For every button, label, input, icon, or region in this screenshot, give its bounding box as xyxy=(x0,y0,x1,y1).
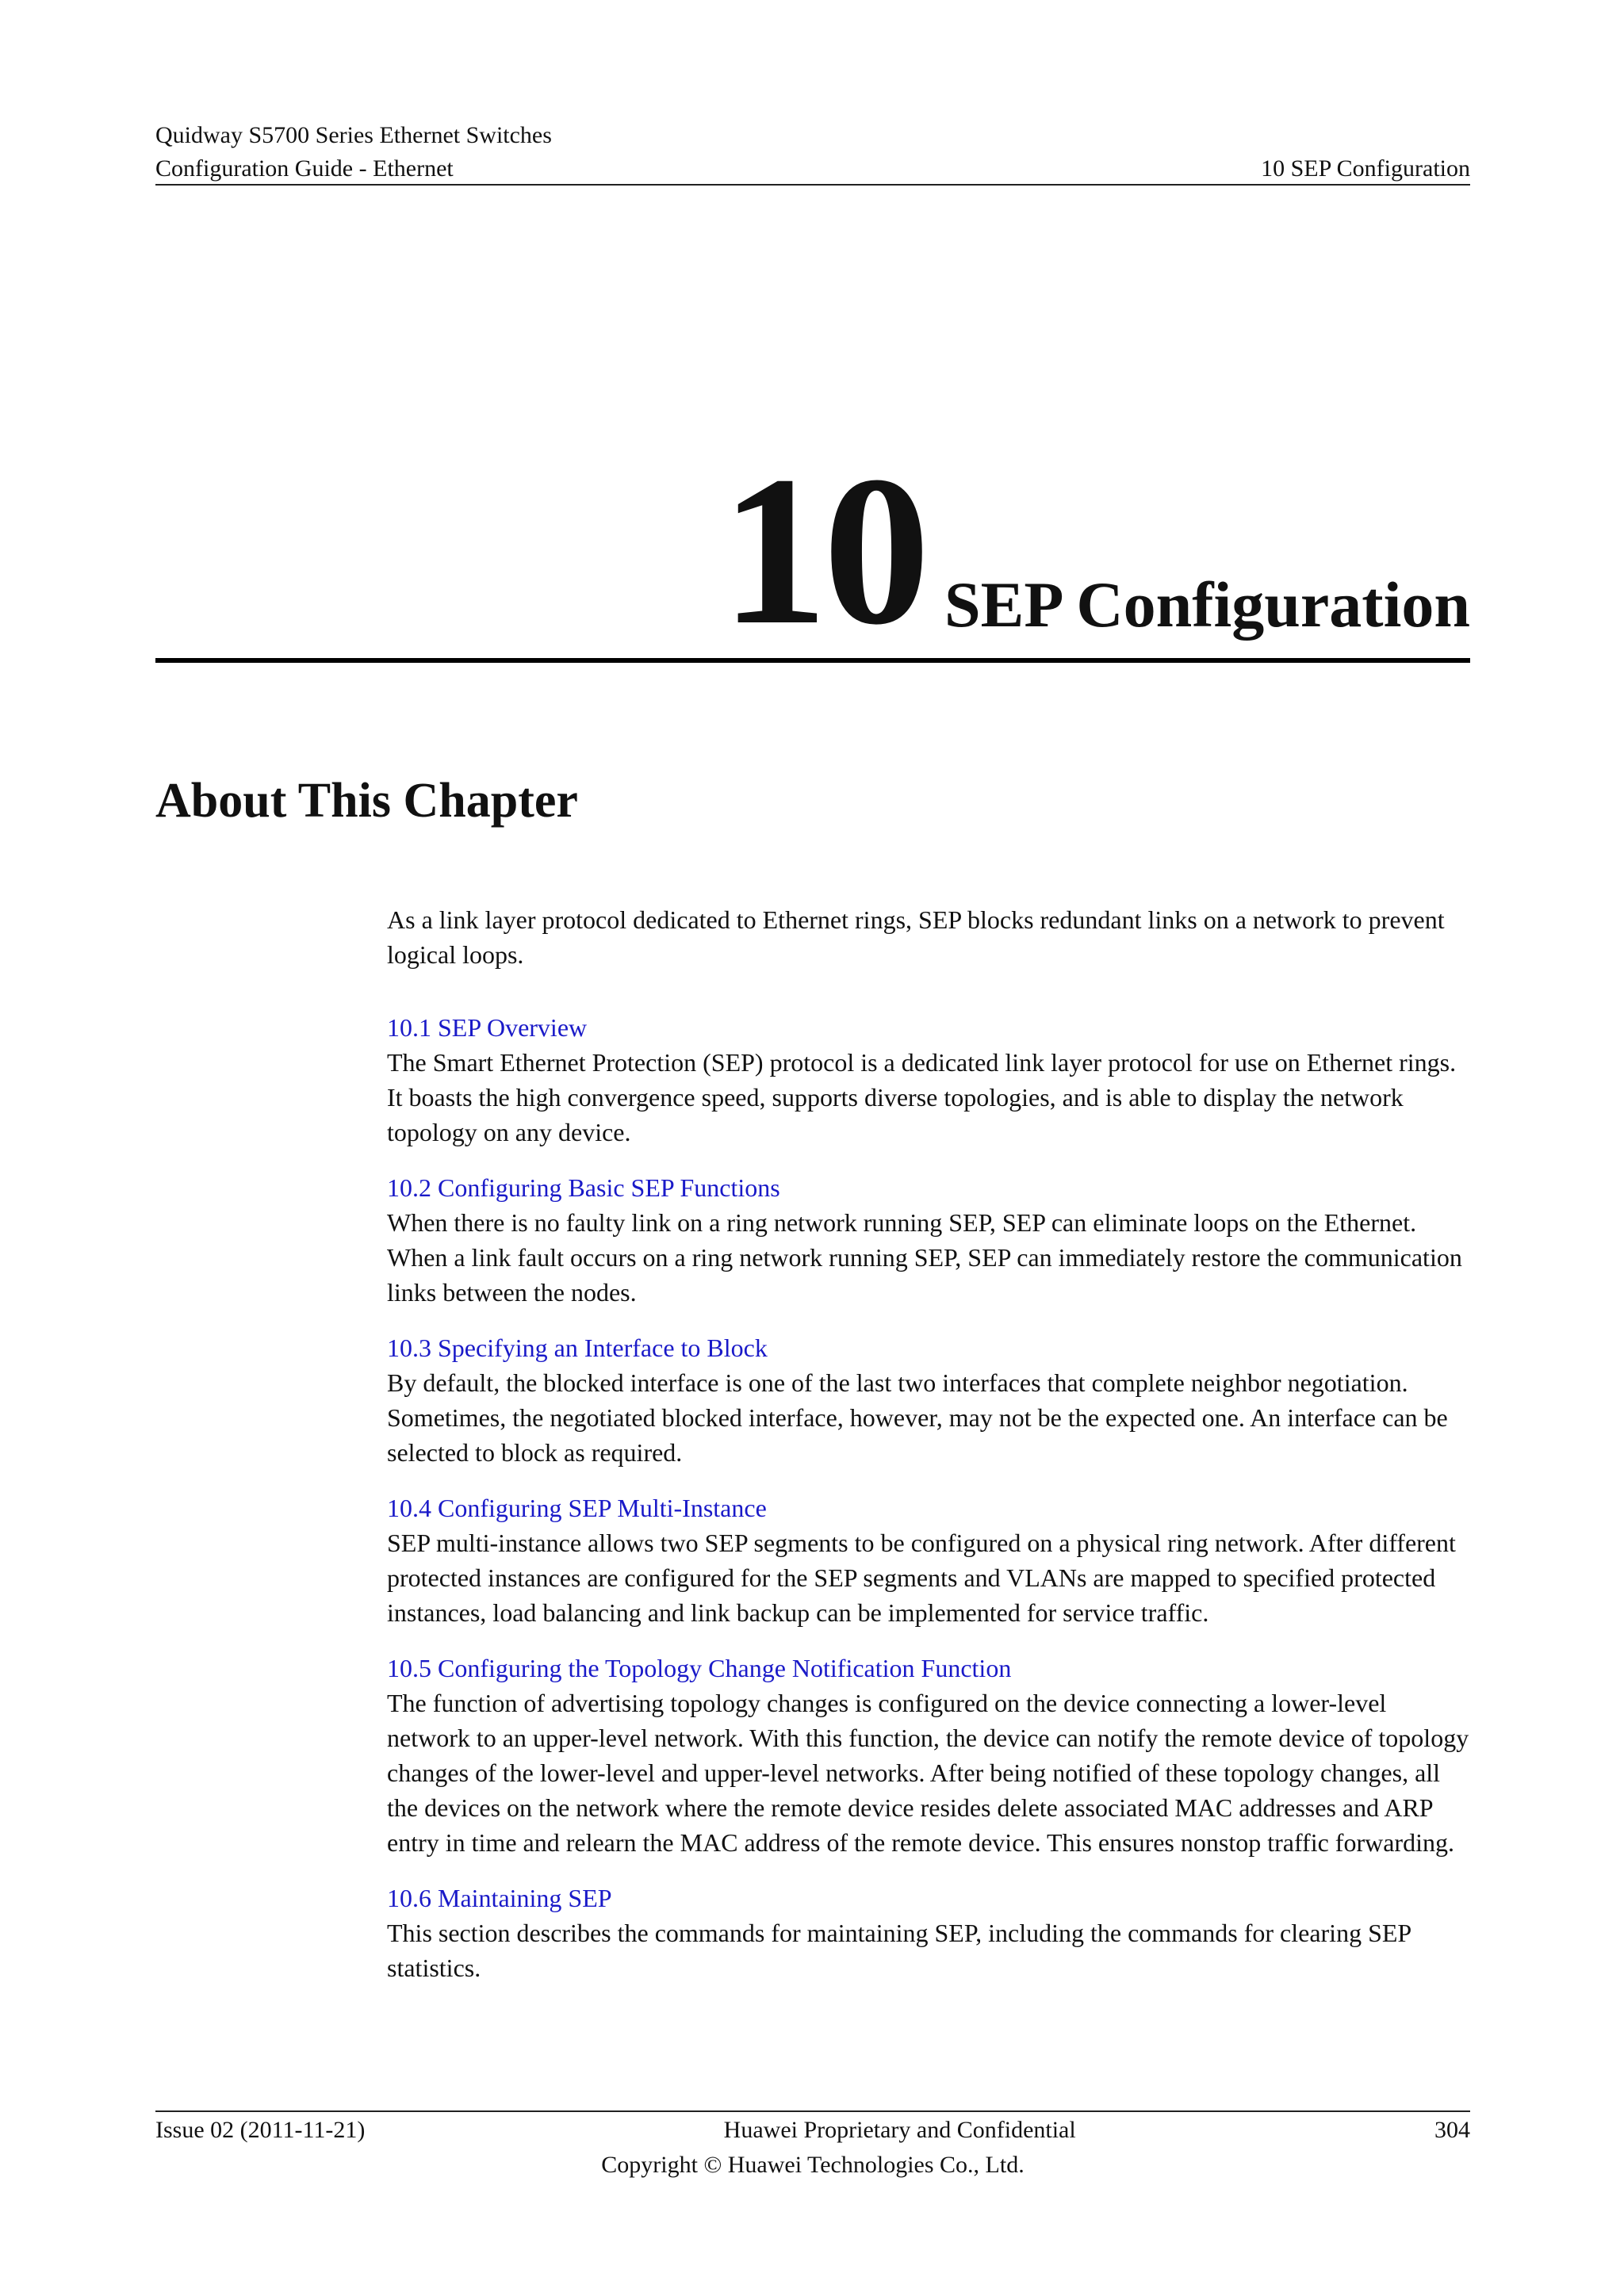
chapter-divider xyxy=(155,658,1470,663)
section-description: When there is no faulty link on a ring network running SEP, SEP can eliminate loops on the Ethernet. When a link fault occurs on a ring network running SEP, SEP can immediately restore the communication links between the nodes. xyxy=(387,1208,1462,1307)
footer-page-number: 304 xyxy=(1434,2117,1470,2143)
section-entry xyxy=(387,1010,1473,1150)
section-description: By default, the blocked interface is one of the last two interfaces that complete neighbor negotiation. Sometimes, the negotiated blocked interface, however, may not be the expected one. An interface can be selected to block as required. xyxy=(387,1368,1448,1467)
page-header xyxy=(155,119,1470,186)
footer-confidential: Huawei Proprietary and Confidential xyxy=(723,2117,1076,2143)
section-link[interactable]: 10.5 Configuring the Topology Change Notification Function xyxy=(387,1654,1012,1682)
header-divider xyxy=(155,184,1470,186)
section-link[interactable]: 10.3 Specifying an Interface to Block xyxy=(387,1334,768,1362)
header-guide: Configuration Guide - Ethernet xyxy=(155,155,454,182)
header-chapter-ref: 10 SEP Configuration xyxy=(1261,155,1470,182)
section-description: The Smart Ethernet Protection (SEP) protocol is a dedicated link layer protocol for use on Ethernet rings. It boasts the high convergence speed, supports diverse topologies, and is able to display the network topology on any device. xyxy=(387,1048,1457,1146)
section-description: This section describes the commands for maintaining SEP, including the commands for clearing SEP statistics. xyxy=(387,1919,1411,1982)
section-entry xyxy=(387,1330,1473,1470)
intro-paragraph: As a link layer protocol dedicated to Ethernet rings, SEP blocks redundant links on a network to prevent logical loops. xyxy=(387,905,1445,969)
page-footer xyxy=(155,2113,1470,2183)
chapter-heading xyxy=(721,432,1470,669)
header-product: Quidway S5700 Series Ethernet Switches xyxy=(155,122,552,148)
section-link[interactable]: 10.6 Maintaining SEP xyxy=(387,1884,612,1912)
section-entry xyxy=(387,1170,1473,1310)
section-entry xyxy=(387,1651,1473,1860)
section-link[interactable]: 10.2 Configuring Basic SEP Functions xyxy=(387,1173,780,1202)
section-entry xyxy=(387,1490,1473,1630)
footer-copyright: Copyright © Huawei Technologies Co., Ltd. xyxy=(601,2152,1025,2178)
section-description: The function of advertising topology changes is configured on the device connecting a lower-level network to an upper-level network. With this function, the device can notify the remote device of topology changes of the lower-level and upper-level networks. After being notified of these topology changes, all the devices on the network where the remote device resides delete associated MAC addresses and ARP entry in time and relearn the MAC address of the remote device. This ensures nonstop traffic forwarding. xyxy=(387,1689,1469,1857)
about-heading: About This Chapter xyxy=(155,774,578,828)
section-description: SEP multi-instance allows two SEP segments to be configured on a physical ring network. After different protected instances are configured for the SEP segments and VLANs are mapped to specified protected instances, load balancing and link backup can be implemented for service traffic. xyxy=(387,1529,1456,1627)
section-entry xyxy=(387,1881,1473,1985)
footer-issue: Issue 02 (2011-11-21) xyxy=(155,2117,366,2143)
section-link[interactable]: 10.4 Configuring SEP Multi-Instance xyxy=(387,1494,767,1522)
chapter-number: 10 xyxy=(721,432,926,669)
footer-divider xyxy=(155,2110,1470,2112)
section-link[interactable]: 10.1 SEP Overview xyxy=(387,1013,588,1042)
chapter-title: SEP Configuration xyxy=(944,568,1470,641)
chapter-contents xyxy=(387,902,1473,2006)
